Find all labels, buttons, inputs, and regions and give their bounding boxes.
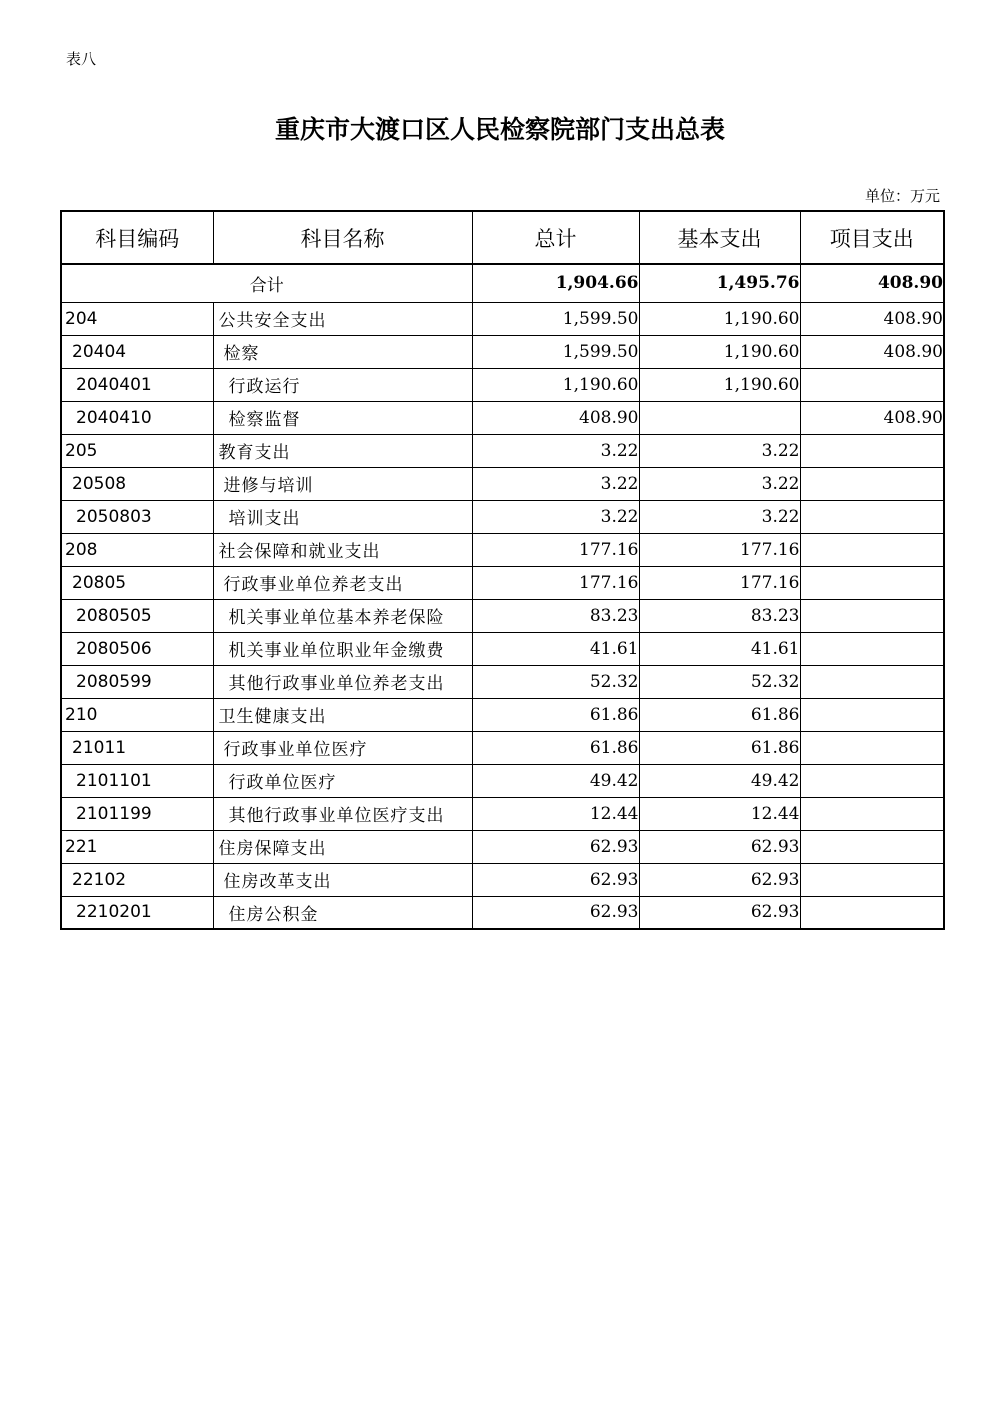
table-row [61, 533, 944, 566]
row-name: 机关事业单位基本养老保险 [213, 599, 472, 632]
row-total: 1,599.50 [472, 302, 639, 335]
row-project [800, 797, 944, 830]
row-total: 62.93 [472, 863, 639, 896]
row-project [800, 896, 944, 929]
row-code: 210 [61, 698, 213, 731]
row-name: 行政事业单位养老支出 [213, 566, 472, 599]
row-total: 52.32 [472, 665, 639, 698]
row-basic [639, 401, 800, 434]
table-row [61, 896, 944, 929]
row-total: 83.23 [472, 599, 639, 632]
row-total: 177.16 [472, 566, 639, 599]
row-basic: 62.93 [639, 896, 800, 929]
table-row [61, 698, 944, 731]
table-row [61, 599, 944, 632]
row-code: 20508 [61, 467, 213, 500]
row-project [800, 500, 944, 533]
row-name: 卫生健康支出 [213, 698, 472, 731]
row-project [800, 665, 944, 698]
row-project [800, 467, 944, 500]
row-project [800, 434, 944, 467]
row-total: 61.86 [472, 731, 639, 764]
row-name: 进修与培训 [213, 467, 472, 500]
row-code: 2101101 [61, 764, 213, 797]
row-total: 3.22 [472, 500, 639, 533]
row-code: 2101199 [61, 797, 213, 830]
row-total: 62.93 [472, 830, 639, 863]
header-total: 总计 [472, 211, 639, 264]
row-code: 21011 [61, 731, 213, 764]
row-basic: 61.86 [639, 731, 800, 764]
row-total: 3.22 [472, 434, 639, 467]
table-body [61, 264, 944, 929]
table-row [61, 401, 944, 434]
table-row [61, 632, 944, 665]
row-code: 205 [61, 434, 213, 467]
row-project [800, 566, 944, 599]
row-basic: 12.44 [639, 797, 800, 830]
table-row [61, 797, 944, 830]
row-name: 住房公积金 [213, 896, 472, 929]
row-code: 20404 [61, 335, 213, 368]
row-basic: 62.93 [639, 863, 800, 896]
header-name: 科目名称 [213, 211, 472, 264]
row-project [800, 863, 944, 896]
row-name: 培训支出 [213, 500, 472, 533]
total-total: 1,904.66 [472, 264, 639, 302]
table-row [61, 764, 944, 797]
row-basic: 1,190.60 [639, 368, 800, 401]
row-code: 2080505 [61, 599, 213, 632]
row-total: 62.93 [472, 896, 639, 929]
row-code: 2050803 [61, 500, 213, 533]
row-name: 住房保障支出 [213, 830, 472, 863]
row-code: 2040410 [61, 401, 213, 434]
table-row [61, 467, 944, 500]
row-project [800, 533, 944, 566]
row-total: 1,190.60 [472, 368, 639, 401]
document-title: 重庆市大渡口区人民检察院部门支出总表 [274, 115, 725, 144]
row-code: 221 [61, 830, 213, 863]
row-name: 公共安全支出 [213, 302, 472, 335]
row-name: 其他行政事业单位医疗支出 [213, 797, 472, 830]
row-basic: 61.86 [639, 698, 800, 731]
table-row [61, 863, 944, 896]
row-project [800, 368, 944, 401]
row-total: 408.90 [472, 401, 639, 434]
table-row [61, 566, 944, 599]
row-basic: 177.16 [639, 566, 800, 599]
table-row [61, 830, 944, 863]
row-code: 22102 [61, 863, 213, 896]
row-code: 2080599 [61, 665, 213, 698]
row-name: 社会保障和就业支出 [213, 533, 472, 566]
row-total: 49.42 [472, 764, 639, 797]
table-row [61, 302, 944, 335]
row-name: 行政事业单位医疗 [213, 731, 472, 764]
row-total: 41.61 [472, 632, 639, 665]
header-project: 项目支出 [800, 211, 944, 264]
row-total: 61.86 [472, 698, 639, 731]
row-total: 1,599.50 [472, 335, 639, 368]
row-project [800, 830, 944, 863]
row-code: 208 [61, 533, 213, 566]
row-name: 住房改革支出 [213, 863, 472, 896]
row-basic: 83.23 [639, 599, 800, 632]
row-code: 204 [61, 302, 213, 335]
row-name: 行政运行 [213, 368, 472, 401]
row-basic: 1,190.60 [639, 302, 800, 335]
row-name: 行政单位医疗 [213, 764, 472, 797]
unit-label: 单位：万元 [864, 187, 940, 205]
row-project [800, 764, 944, 797]
row-basic: 49.42 [639, 764, 800, 797]
table-tag: 表八 [66, 50, 97, 68]
row-total: 177.16 [472, 533, 639, 566]
table-row [61, 368, 944, 401]
table-row [61, 731, 944, 764]
row-basic: 3.22 [639, 467, 800, 500]
header-row [61, 211, 944, 264]
row-code: 20805 [61, 566, 213, 599]
row-project [800, 698, 944, 731]
table-row [61, 665, 944, 698]
row-code: 2040401 [61, 368, 213, 401]
row-basic: 177.16 [639, 533, 800, 566]
row-total: 3.22 [472, 467, 639, 500]
row-project: 408.90 [800, 335, 944, 368]
row-name: 检察 [213, 335, 472, 368]
row-basic: 62.93 [639, 830, 800, 863]
table-row [61, 500, 944, 533]
row-basic: 1,190.60 [639, 335, 800, 368]
header-basic: 基本支出 [639, 211, 800, 264]
row-name: 机关事业单位职业年金缴费 [213, 632, 472, 665]
total-label: 合计 [61, 264, 472, 302]
table-row [61, 434, 944, 467]
total-project: 408.90 [800, 264, 944, 302]
row-name: 教育支出 [213, 434, 472, 467]
row-project [800, 731, 944, 764]
table-row [61, 335, 944, 368]
row-project [800, 599, 944, 632]
total-row [61, 264, 944, 302]
row-basic: 3.22 [639, 500, 800, 533]
row-basic: 3.22 [639, 434, 800, 467]
row-basic: 52.32 [639, 665, 800, 698]
row-name: 检察监督 [213, 401, 472, 434]
row-project: 408.90 [800, 302, 944, 335]
row-total: 12.44 [472, 797, 639, 830]
row-basic: 41.61 [639, 632, 800, 665]
row-project [800, 632, 944, 665]
row-code: 2210201 [61, 896, 213, 929]
header-code: 科目编码 [61, 211, 213, 264]
row-code: 2080506 [61, 632, 213, 665]
row-project: 408.90 [800, 401, 944, 434]
total-basic: 1,495.76 [639, 264, 800, 302]
row-name: 其他行政事业单位养老支出 [213, 665, 472, 698]
expense-summary-table [60, 210, 945, 930]
